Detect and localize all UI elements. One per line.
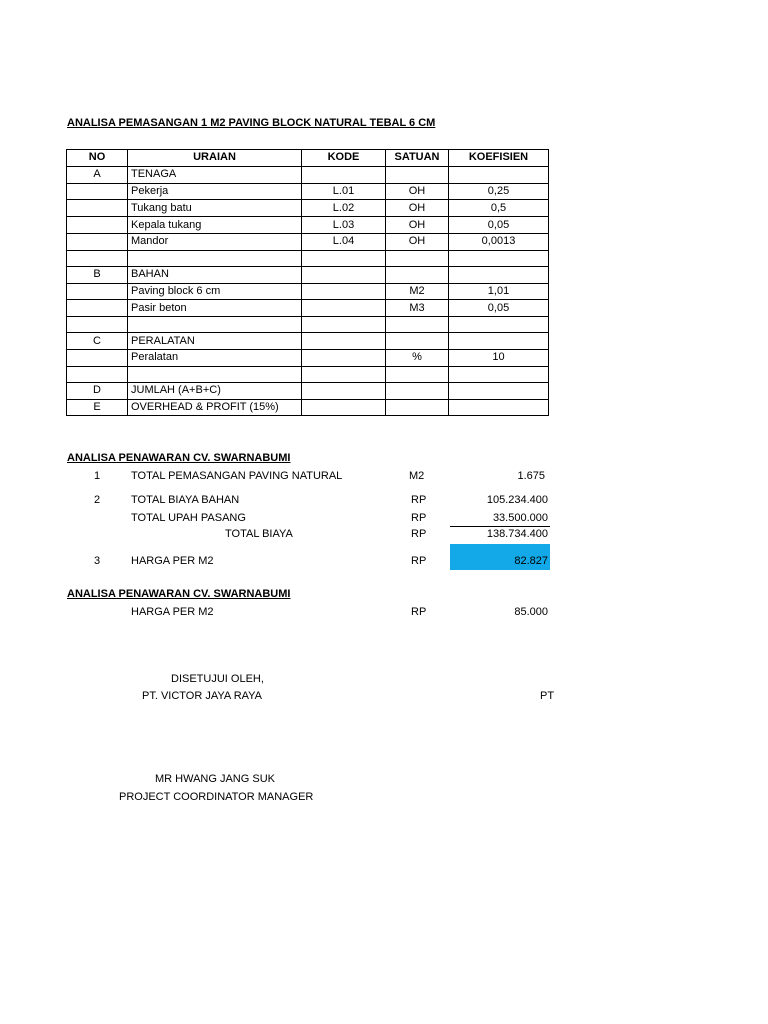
offer1-item2a-label: TOTAL BIAYA BAHAN (131, 494, 240, 506)
cell-satuan: % (386, 349, 449, 366)
cell-koef (449, 382, 549, 399)
cell-koef: 0,0013 (449, 233, 549, 250)
cell-no (67, 183, 128, 200)
analysis-title: ANALISA PEMASANGAN 1 M2 PAVING BLOCK NATURAL TEBAL 6 CM (67, 117, 436, 129)
cell-satuan: M2 (386, 283, 449, 300)
cell-satuan (386, 250, 449, 266)
cell-koef (449, 250, 549, 266)
offer2-item-unit: RP (411, 606, 427, 618)
cell-kode: L.01 (302, 183, 386, 200)
cell-koef (449, 266, 549, 283)
cell-koef (449, 317, 549, 333)
cell-uraian (128, 366, 302, 382)
cell-satuan (386, 266, 449, 283)
offer1-item1-no: 1 (94, 470, 101, 482)
cell-satuan (386, 399, 449, 416)
cell-kode: L.02 (302, 200, 386, 217)
cell-koef: 0,05 (449, 300, 549, 317)
offer1-item3-label: HARGA PER M2 (131, 555, 214, 567)
offer1-item3-value: 82.827 (514, 555, 548, 567)
cell-satuan: M3 (386, 300, 449, 317)
header-satuan: SATUAN (386, 150, 449, 167)
cell-satuan: OH (386, 233, 449, 250)
signer-name: MR HWANG JANG SUK (155, 773, 275, 785)
cell-no: B (67, 266, 128, 283)
cell-kode (302, 366, 386, 382)
approval-company: PT. VICTOR JAYA RAYA (142, 690, 263, 702)
table-row (67, 266, 549, 283)
cell-no: D (67, 382, 128, 399)
table-header-row (67, 150, 549, 167)
header-kode: KODE (302, 150, 386, 167)
cell-satuan (386, 166, 449, 183)
cell-koef (449, 399, 549, 416)
table-row (67, 333, 549, 350)
cell-uraian: Kepala tukang (128, 217, 302, 234)
cell-uraian: OVERHEAD & PROFIT (15%) (128, 399, 302, 416)
cell-uraian (128, 317, 302, 333)
cell-kode (302, 317, 386, 333)
analysis-table (66, 149, 549, 416)
cell-uraian: Pekerja (128, 183, 302, 200)
cell-kode (302, 300, 386, 317)
cell-uraian: TENAGA (128, 166, 302, 183)
cell-satuan (386, 382, 449, 399)
table-row (67, 233, 549, 250)
cell-koef: 10 (449, 349, 549, 366)
table-row (67, 217, 549, 234)
offer1-title: ANALISA PENAWARAN CV. SWARNABUMI (67, 452, 291, 464)
offer1-item2-no: 2 (94, 494, 101, 506)
table-row (67, 183, 549, 200)
table-row (67, 317, 549, 333)
cell-koef: 0,05 (449, 217, 549, 234)
cell-no: C (67, 333, 128, 350)
cell-uraian: Peralatan (128, 349, 302, 366)
cell-no (67, 200, 128, 217)
cell-no (67, 283, 128, 300)
offer1-item1-value: 1.675 (517, 470, 545, 482)
table-row (67, 166, 549, 183)
table-row (67, 382, 549, 399)
cell-koef: 0,5 (449, 200, 549, 217)
header-no: NO (67, 150, 128, 167)
cell-kode (302, 382, 386, 399)
cell-satuan: OH (386, 217, 449, 234)
cell-koef (449, 166, 549, 183)
cell-uraian: PERALATAN (128, 333, 302, 350)
cell-uraian: BAHAN (128, 266, 302, 283)
offer1-item3-no: 3 (94, 555, 101, 567)
cell-satuan (386, 317, 449, 333)
cell-satuan (386, 366, 449, 382)
cell-no: A (67, 166, 128, 183)
cell-koef (449, 366, 549, 382)
subtotal-underline (450, 526, 550, 527)
cell-satuan: OH (386, 200, 449, 217)
offer1-item2c-label: TOTAL BIAYA (225, 528, 293, 540)
table-row (67, 250, 549, 266)
cell-uraian (128, 250, 302, 266)
offer1-item2c-value: 138.734.400 (486, 528, 548, 540)
cell-uraian: Pasir beton (128, 300, 302, 317)
cell-no (67, 217, 128, 234)
offer1-item1-label: TOTAL PEMASANGAN PAVING NATURAL (131, 470, 343, 482)
offer1-item2c-unit: RP (411, 528, 427, 540)
cell-no (67, 366, 128, 382)
cell-uraian: JUMLAH (A+B+C) (128, 382, 302, 399)
offer1-item2b-unit: RP (411, 512, 427, 524)
table-row (67, 300, 549, 317)
table-row (67, 349, 549, 366)
offer1-item2b-label: TOTAL UPAH PASANG (131, 512, 246, 524)
offer1-item2b-value: 33.500.000 (492, 512, 548, 524)
cell-koef: 1,01 (449, 283, 549, 300)
table-row (67, 366, 549, 382)
cell-uraian: Paving block 6 cm (128, 283, 302, 300)
offer2-item-label: HARGA PER M2 (131, 606, 214, 618)
header-koefisien: KOEFISIEN (449, 150, 549, 167)
cell-kode (302, 349, 386, 366)
offer2-title: ANALISA PENAWARAN CV. SWARNABUMI (67, 588, 291, 600)
cell-koef (449, 333, 549, 350)
offer1-item1-unit: M2 (409, 470, 425, 482)
cell-no (67, 317, 128, 333)
table-row (67, 283, 549, 300)
cell-satuan (386, 333, 449, 350)
cell-uraian: Mandor (128, 233, 302, 250)
approval-label: DISETUJUI OLEH, (171, 673, 264, 685)
cell-no: E (67, 399, 128, 416)
cell-no (67, 349, 128, 366)
cell-kode: L.04 (302, 233, 386, 250)
cell-kode (302, 399, 386, 416)
cell-no (67, 233, 128, 250)
cell-no (67, 250, 128, 266)
offer2-item-value: 85.000 (514, 606, 548, 618)
cell-kode (302, 266, 386, 283)
offer1-item2a-unit: RP (411, 494, 427, 506)
cell-uraian: Tukang batu (128, 200, 302, 217)
table-row (67, 200, 549, 217)
offer1-item3-unit: RP (411, 555, 427, 567)
cell-kode (302, 333, 386, 350)
cell-satuan: OH (386, 183, 449, 200)
approval-company2-cut: PT (540, 690, 555, 702)
table-row (67, 399, 549, 416)
cell-kode (302, 166, 386, 183)
cell-kode: L.03 (302, 217, 386, 234)
signer-title: PROJECT COORDINATOR MANAGER (119, 791, 314, 803)
cell-no (67, 300, 128, 317)
cell-kode (302, 250, 386, 266)
cell-kode (302, 283, 386, 300)
cell-koef: 0,25 (449, 183, 549, 200)
offer1-item2a-value: 105.234.400 (486, 494, 548, 506)
header-uraian: URAIAN (128, 150, 302, 167)
